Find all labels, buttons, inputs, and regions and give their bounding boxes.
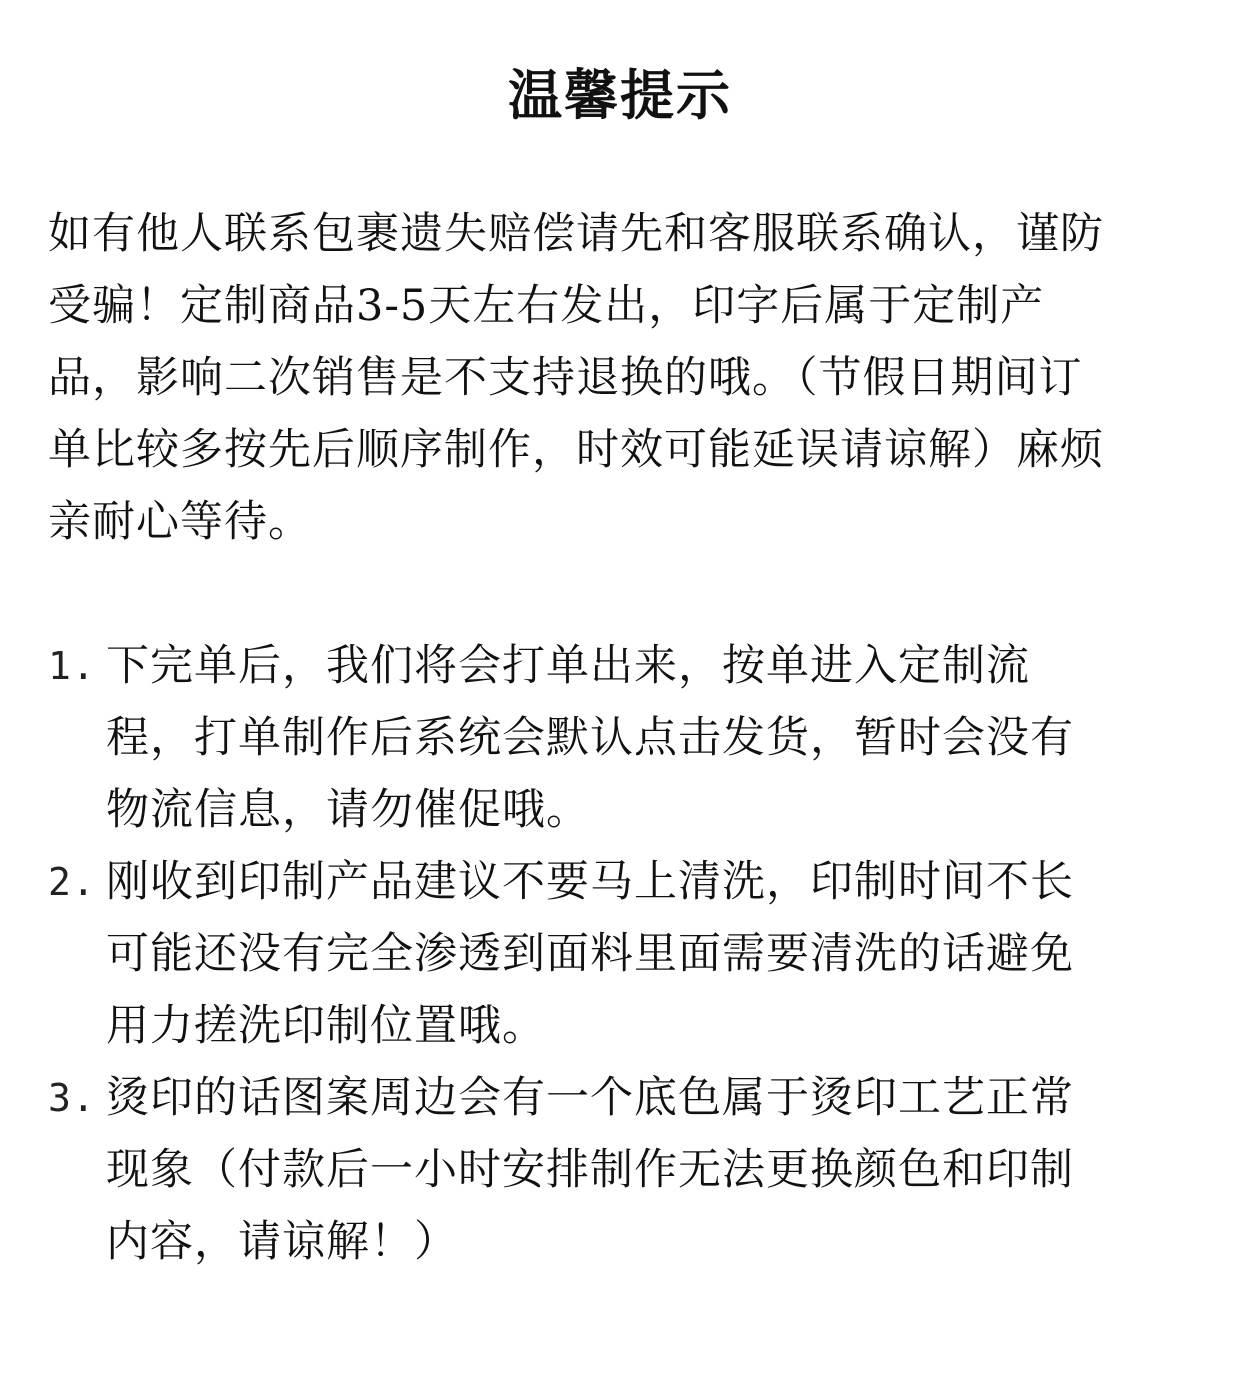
page-title: 温馨提示 [508,64,732,127]
intro-line: 单比较多按先后顺序制作，时效可能延误请谅解）麻烦 [48,425,1104,475]
list-item-line: 物流信息，请勿催促哦。 [106,785,590,835]
list-item-line: 烫印的话图案周边会有一个底色属于烫印工艺正常 [106,1073,1074,1123]
list-item-line: 程，打单制作后系统会默认点击发货，暂时会没有 [106,713,1074,763]
intro-line: 受骗！定制商品3-5天左右发出，印字后属于定制产 [48,281,1045,331]
notice-list [48,630,1198,1278]
list-item-line: 用力搓洗印制位置哦。 [106,1001,546,1051]
list-item-number: 1. [48,644,96,688]
list-item-number: 2. [48,860,96,904]
list-item-number: 3. [48,1076,96,1120]
list-item [48,630,1198,846]
list-item-line: 内容，请谅解！） [106,1217,458,1267]
list-item-line: 刚收到印制产品建议不要马上清洗，印制时间不长 [106,857,1074,907]
list-item-line: 可能还没有完全渗透到面料里面需要清洗的话避免 [106,929,1074,979]
intro-paragraph [48,198,1198,558]
list-item [48,1062,1198,1278]
list-item-line: 现象（付款后一小时安排制作无法更换颜色和印制 [106,1145,1074,1195]
list-item-line: 下完单后，我们将会打单出来，按单进入定制流 [106,641,1030,691]
list-item [48,846,1198,1062]
intro-line: 如有他人联系包裹遗失赔偿请先和客服联系确认，谨防 [48,209,1104,259]
intro-line: 品，影响二次销售是不支持退换的哦。（节假日期间订 [48,353,1083,403]
intro-line: 亲耐心等待。 [48,497,312,547]
